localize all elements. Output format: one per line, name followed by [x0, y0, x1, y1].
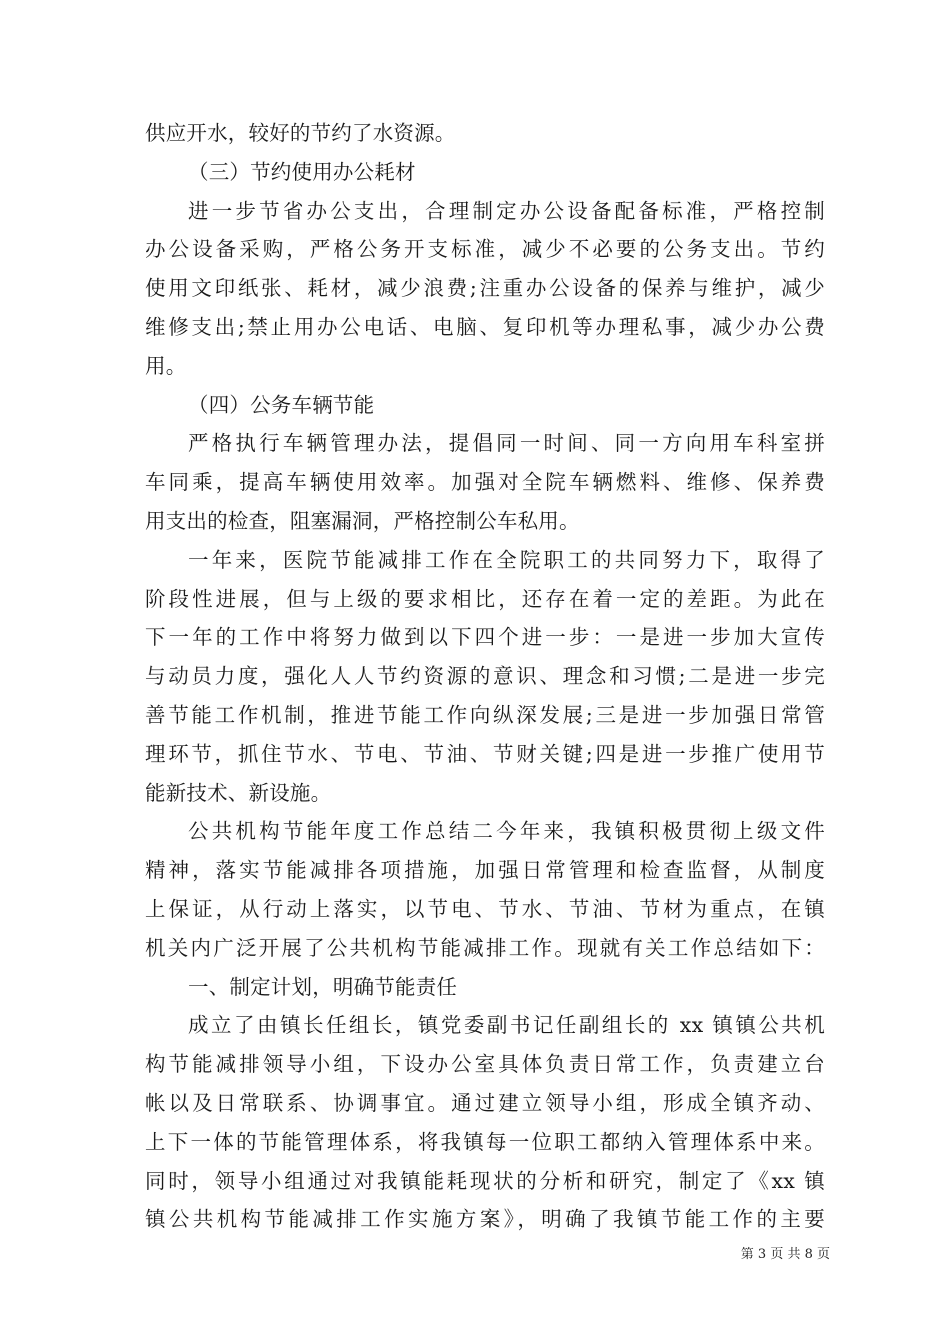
- text-line: 构节能减排领导小组，下设办公室具体负责日常工作，负责建立台: [145, 1052, 825, 1077]
- text-line: 下一年的工作中将努力做到以下四个进一步：一是进一步加大宣传: [145, 625, 825, 650]
- text-line: 上保证，从行动上落实，以节电、节水、节油、节材为重点，在镇: [145, 896, 825, 921]
- text-line: 能新技术、新设施。: [145, 780, 332, 805]
- text-line: 车同乘，提高车辆使用效率。加强对全院车辆燃料、维修、保养费: [145, 470, 825, 495]
- text-line: 办公设备采购，严格公务开支标准，减少不必要的公务支出。节约: [145, 237, 825, 262]
- document-body: [145, 114, 825, 1239]
- text-line: 公共机构节能年度工作总结二今年来，我镇积极贯彻上级文件: [188, 819, 825, 844]
- text-line: 阶段性进展，但与上级的要求相比，还存在着一定的差距。为此在: [145, 586, 825, 611]
- text-line: 同时，领导小组通过对我镇能耗现状的分析和研究，制定了《xx 镇: [145, 1168, 825, 1193]
- text-line: 帐以及日常联系、协调事宜。通过建立领导小组，形成全镇齐动、: [145, 1090, 825, 1115]
- section-heading: 一、制定计划，明确节能责任: [188, 974, 458, 999]
- section-heading: （四）公务车辆节能: [188, 392, 375, 417]
- text-line: 严格执行车辆管理办法，提倡同一时间、同一方向用车科室拼: [188, 431, 825, 456]
- text-line: 镇公共机构节能减排工作实施方案》，明确了我镇节能工作的主要: [145, 1207, 825, 1232]
- text-line: 供应开水，较好的节约了水资源。: [145, 121, 456, 145]
- text-line: 善节能工作机制，推进节能工作向纵深发展;三是进一步加强日常管: [145, 702, 825, 727]
- text-line: 一年来，医院节能减排工作在全院职工的共同努力下，取得了: [188, 547, 825, 572]
- text-line: 用。: [145, 353, 187, 378]
- text-line: 进一步节省办公支出，合理制定办公设备配备标准，严格控制: [188, 198, 825, 223]
- text-line: 维修支出;禁止用办公电话、电脑、复印机等办理私事，减少办公费: [145, 314, 825, 339]
- text-line: 精神，落实节能减排各项措施，加强日常管理和检查监督，从制度: [145, 858, 825, 883]
- text-line: 用支出的检查，阻塞漏洞，严格控制公车私用。: [145, 508, 580, 533]
- page-number: 第 3 页 共 8 页: [740, 1247, 830, 1262]
- section-heading: （三）节约使用办公耗材: [188, 159, 416, 184]
- text-line: 成立了由镇长任组长，镇党委副书记任副组长的 xx 镇镇公共机: [188, 1013, 825, 1038]
- text-line: 上下一体的节能管理体系，将我镇每一位职工都纳入管理体系中来。: [145, 1129, 825, 1154]
- text-line: 理环节，抓住节水、节电、节油、节财关键;四是进一步推广使用节: [145, 741, 825, 766]
- text-line: 与动员力度，强化人人节约资源的意识、理念和习惯;二是进一步完: [145, 664, 825, 689]
- text-line: 机关内广泛开展了公共机构节能减排工作。现就有关工作总结如下：: [145, 935, 825, 960]
- text-line: 使用文印纸张、耗材，减少浪费;注重办公设备的保养与维护，减少: [145, 276, 825, 301]
